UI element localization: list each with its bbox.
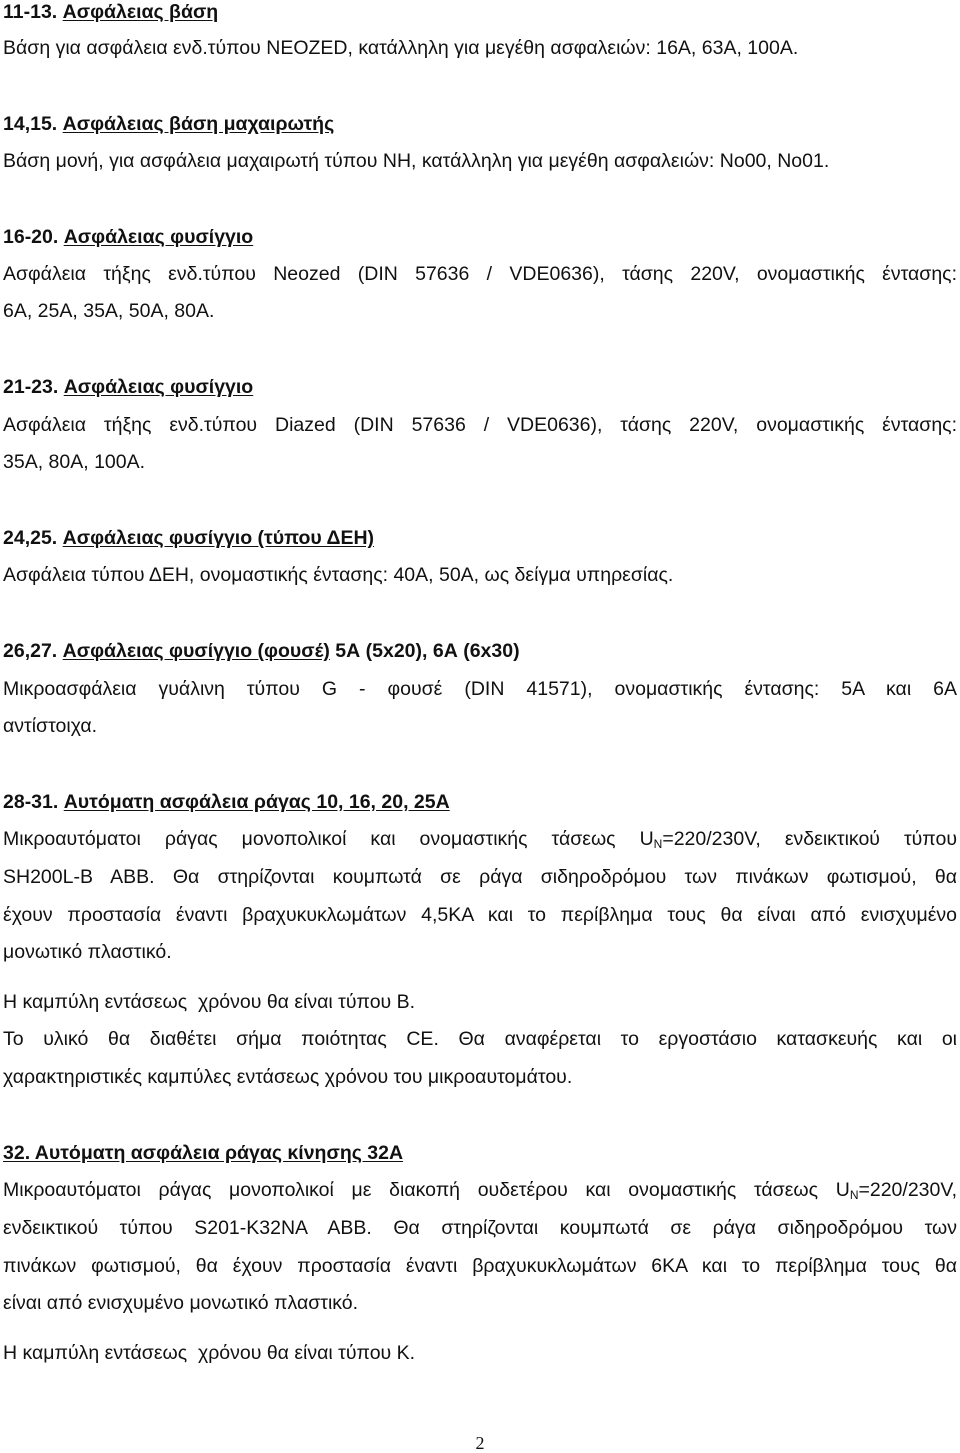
text-line: Βάση μονή, για ασφάλεια μαχαιρωτή τύπου ΝΗ, κατάλληλη για μεγέθη ασφαλειών: Νο00, Νο01. [3, 150, 830, 172]
subscript: N [653, 837, 663, 851]
section-number: 26,27. [3, 640, 58, 662]
section-title-extra: 5Α (5x20), 6Α (6x30) [329, 640, 520, 662]
section-number: 11-13. [3, 1, 58, 23]
text-line: Μικροασφάλεια γυάλινη τύπου G - φουσέ (DIN 41571), ονομαστικής έντασης: 5Α και 6Α [3, 678, 957, 700]
text-fragment: =220/230V, ενδεικτικού τύπου [662, 828, 957, 850]
text-line: Το υλικό θα διαθέτει σήμα ποιότητας CE. Θα αναφέρεται το εργοστάσιο κατασκευής και οι [3, 1028, 957, 1050]
text-line [3, 1178, 957, 1202]
text-line: ενδεικτικού τύπου S201-K32NA ABB. Θα στηρίζονται κουμπωτά σε ράγα σιδηροδρόμου των [3, 1217, 957, 1239]
text-line: είναι από ενισχυμένο μονωτικό πλαστικό. [3, 1292, 359, 1314]
section-heading [3, 526, 957, 550]
section-number: 24,25. [3, 527, 58, 549]
text-line: πινάκων φωτισμού, θα έχουν προστασία έναντι βραχυκυκλωμάτων 6ΚΑ και το περίβλημα τους θα [3, 1255, 957, 1277]
section-number: 14,15. [3, 113, 58, 135]
text-fragment: =220/230V, [858, 1179, 957, 1201]
text-fragment: Μικροαυτόματοι ράγας μονοπολικοί και ονομαστικής τάσεως U [3, 828, 654, 850]
section-heading [3, 1141, 957, 1165]
page-number: 2 [475, 1433, 485, 1453]
text-line [3, 827, 957, 851]
text-line: Ασφάλεια τήξης ενδ.τύπου Neozed (DIN 57636 / VDE0636), τάσης 220V, ονομαστικής έντασης: [3, 263, 957, 285]
text-line: Ασφάλεια τύπου ΔΕΗ, ονομαστικής έντασης: 40Α, 50Α, ως δείγμα υπηρεσίας. [3, 564, 674, 586]
text-fragment: Μικροαυτόματοι ράγας μονοπολικοί με διακοπή ουδετέρου και ονομαστικής τάσεως U [3, 1179, 850, 1201]
section-title: Ασφάλειας φυσίγγιο [63, 376, 254, 398]
text-line: Ασφάλεια τήξης ενδ.τύπου Diazed (DIN 57636 / VDE0636), τάσης 220V, ονομαστικής έντασης: [3, 414, 957, 436]
section-heading [3, 0, 957, 24]
text-line: SH200L-B ABB. Θα στηρίζονται κουμπωτά σε ράγα σιδηροδρόμου των πινάκων φωτισμού, θα [3, 866, 957, 888]
section-heading [3, 790, 957, 814]
text-line: αντίστοιχα. [3, 715, 98, 737]
section-number: 28-31. [3, 791, 59, 813]
text-line: χαρακτηριστικές καμπύλες εντάσεως χρόνου του μικροαυτομάτου. [3, 1066, 573, 1088]
text-line: 6Α, 25Α, 35Α, 50Α, 80Α. [3, 300, 215, 322]
section-title: Ασφάλειας βάση [62, 1, 219, 23]
section-title: 32. Αυτόματη ασφάλεια ράγας κίνησης 32Α [3, 1142, 404, 1164]
subscript: N [849, 1188, 859, 1202]
text-line: Βάση για ασφάλεια ενδ.τύπου NEOZED, κατάλληλη για μεγέθη ασφαλειών: 16Α, 63Α, 100Α. [3, 37, 799, 59]
text-line: Η καμπύλη εντάσεως χρόνου θα είναι τύπου Κ. [3, 1342, 416, 1364]
section-number: 16-20. [3, 226, 59, 248]
section-title: Αυτόματη ασφάλεια ράγας 10, 16, 20, 25Α [63, 791, 450, 813]
section-heading [3, 375, 957, 399]
section-title: Ασφάλειας φυσίγγιο [63, 226, 254, 248]
section-title: Ασφάλειας φυσίγγιο (τύπου ΔΕΗ) [62, 527, 375, 549]
section-heading [3, 225, 957, 249]
text-line: Η καμπύλη εντάσεως χρόνου θα είναι τύπου Β. [3, 991, 416, 1013]
text-line: έχουν προστασία έναντι βραχυκυκλωμάτων 4,5ΚΑ και το περίβλημα τους θα είναι από ενισχυμένο [3, 904, 957, 926]
section-title: Ασφάλειας φυσίγγιο (φουσέ) [62, 640, 330, 662]
section-number: 21-23. [3, 376, 59, 398]
text-line: 35Α, 80Α, 100Α. [3, 451, 146, 473]
text-line: μονωτικό πλαστικό. [3, 941, 172, 963]
section-title: Ασφάλειας βάση μαχαιρωτής [62, 113, 335, 135]
section-heading [3, 112, 957, 136]
section-heading [3, 639, 957, 663]
